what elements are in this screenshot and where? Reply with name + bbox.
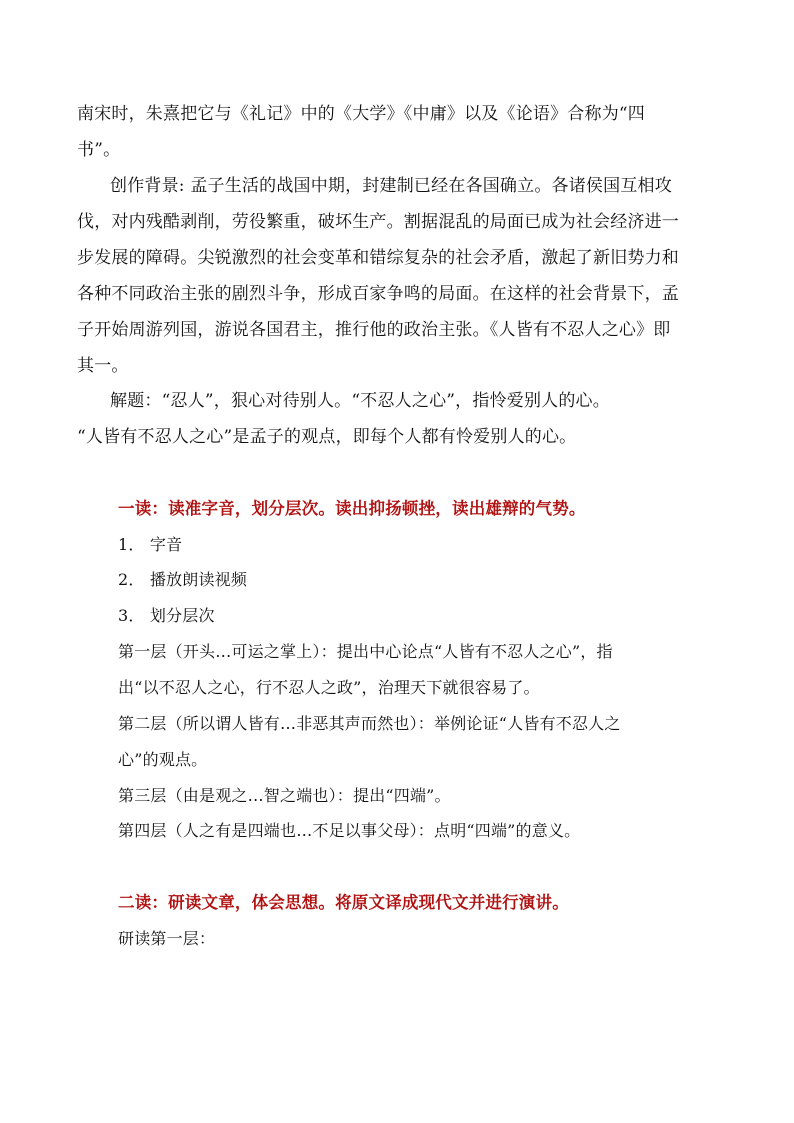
background-line-5: 子开始周游列国，游说各国君主，推行他的政治主张。《人皆有不忍人之心》即 bbox=[77, 320, 671, 340]
intro-line-2: 书”。 bbox=[77, 140, 121, 160]
layer-3: 第三层（由是观之…智之端也）：提出“四端”。 bbox=[118, 786, 451, 805]
background-line-3: 步发展的障碍。尖锐激烈的社会变革和错综复杂的社会矛盾，激起了新旧势力和 bbox=[77, 248, 679, 268]
layer-2-line-2: 心”的观点。 bbox=[118, 750, 208, 769]
section-1-item-1: 1． 字音 bbox=[118, 535, 183, 554]
background-line-1: 创作背景: 孟子生活的战国中期，封建制已经在各国确立。各诸侯国互相攻 bbox=[110, 176, 672, 196]
section-2-sub: 研读第一层： bbox=[118, 929, 216, 948]
layer-2-line-1: 第二层（所以谓人皆有…非恶其声而然也）：举例论证“人皆有不忍人之 bbox=[118, 714, 621, 733]
section-1-item-3: 3． 划分层次 bbox=[118, 606, 215, 625]
layer-1-line-2: 出“以不忍人之心，行不忍人之政”，治理天下就很容易了。 bbox=[118, 678, 540, 697]
section-2-heading: 二读：研读文章，体会思想。将原文译成现代文并进行演讲。 bbox=[118, 893, 569, 912]
intro-line-1: 南宋时，朱熹把它与《礼记》中的《大学》《中庸》以及《论语》合称为“四 bbox=[77, 104, 645, 124]
title-explain-line-1: 解题：“忍人”，狠心对待别人。“不忍人之心”，指怜爱别人的心。 bbox=[110, 391, 610, 411]
background-line-4: 各种不同政治主张的剧烈斗争，形成百家争鸣的局面。在这样的社会背景下，孟 bbox=[77, 284, 679, 304]
background-line-6: 其一。 bbox=[77, 356, 129, 376]
layer-1-line-1: 第一层（开头…可运之掌上）：提出中心论点“人皆有不忍人之心”，指 bbox=[118, 642, 613, 661]
title-explain-line-2: “人皆有不忍人之心”是孟子的观点，即每个人都有怜爱别人的心。 bbox=[77, 427, 577, 447]
background-line-2: 伐，对内残酷剥削，劳役繁重，破坏生产。割据混乱的局面已成为社会经济进一 bbox=[77, 212, 679, 232]
section-1-heading: 一读：读准字音，划分层次。读出抑扬顿挫，读出雄辩的气势。 bbox=[118, 499, 586, 518]
section-1-item-2: 2． 播放朗读视频 bbox=[118, 570, 248, 589]
layer-4: 第四层（人之有是四端也…不足以事父母）：点明“四端”的意义。 bbox=[118, 821, 581, 840]
